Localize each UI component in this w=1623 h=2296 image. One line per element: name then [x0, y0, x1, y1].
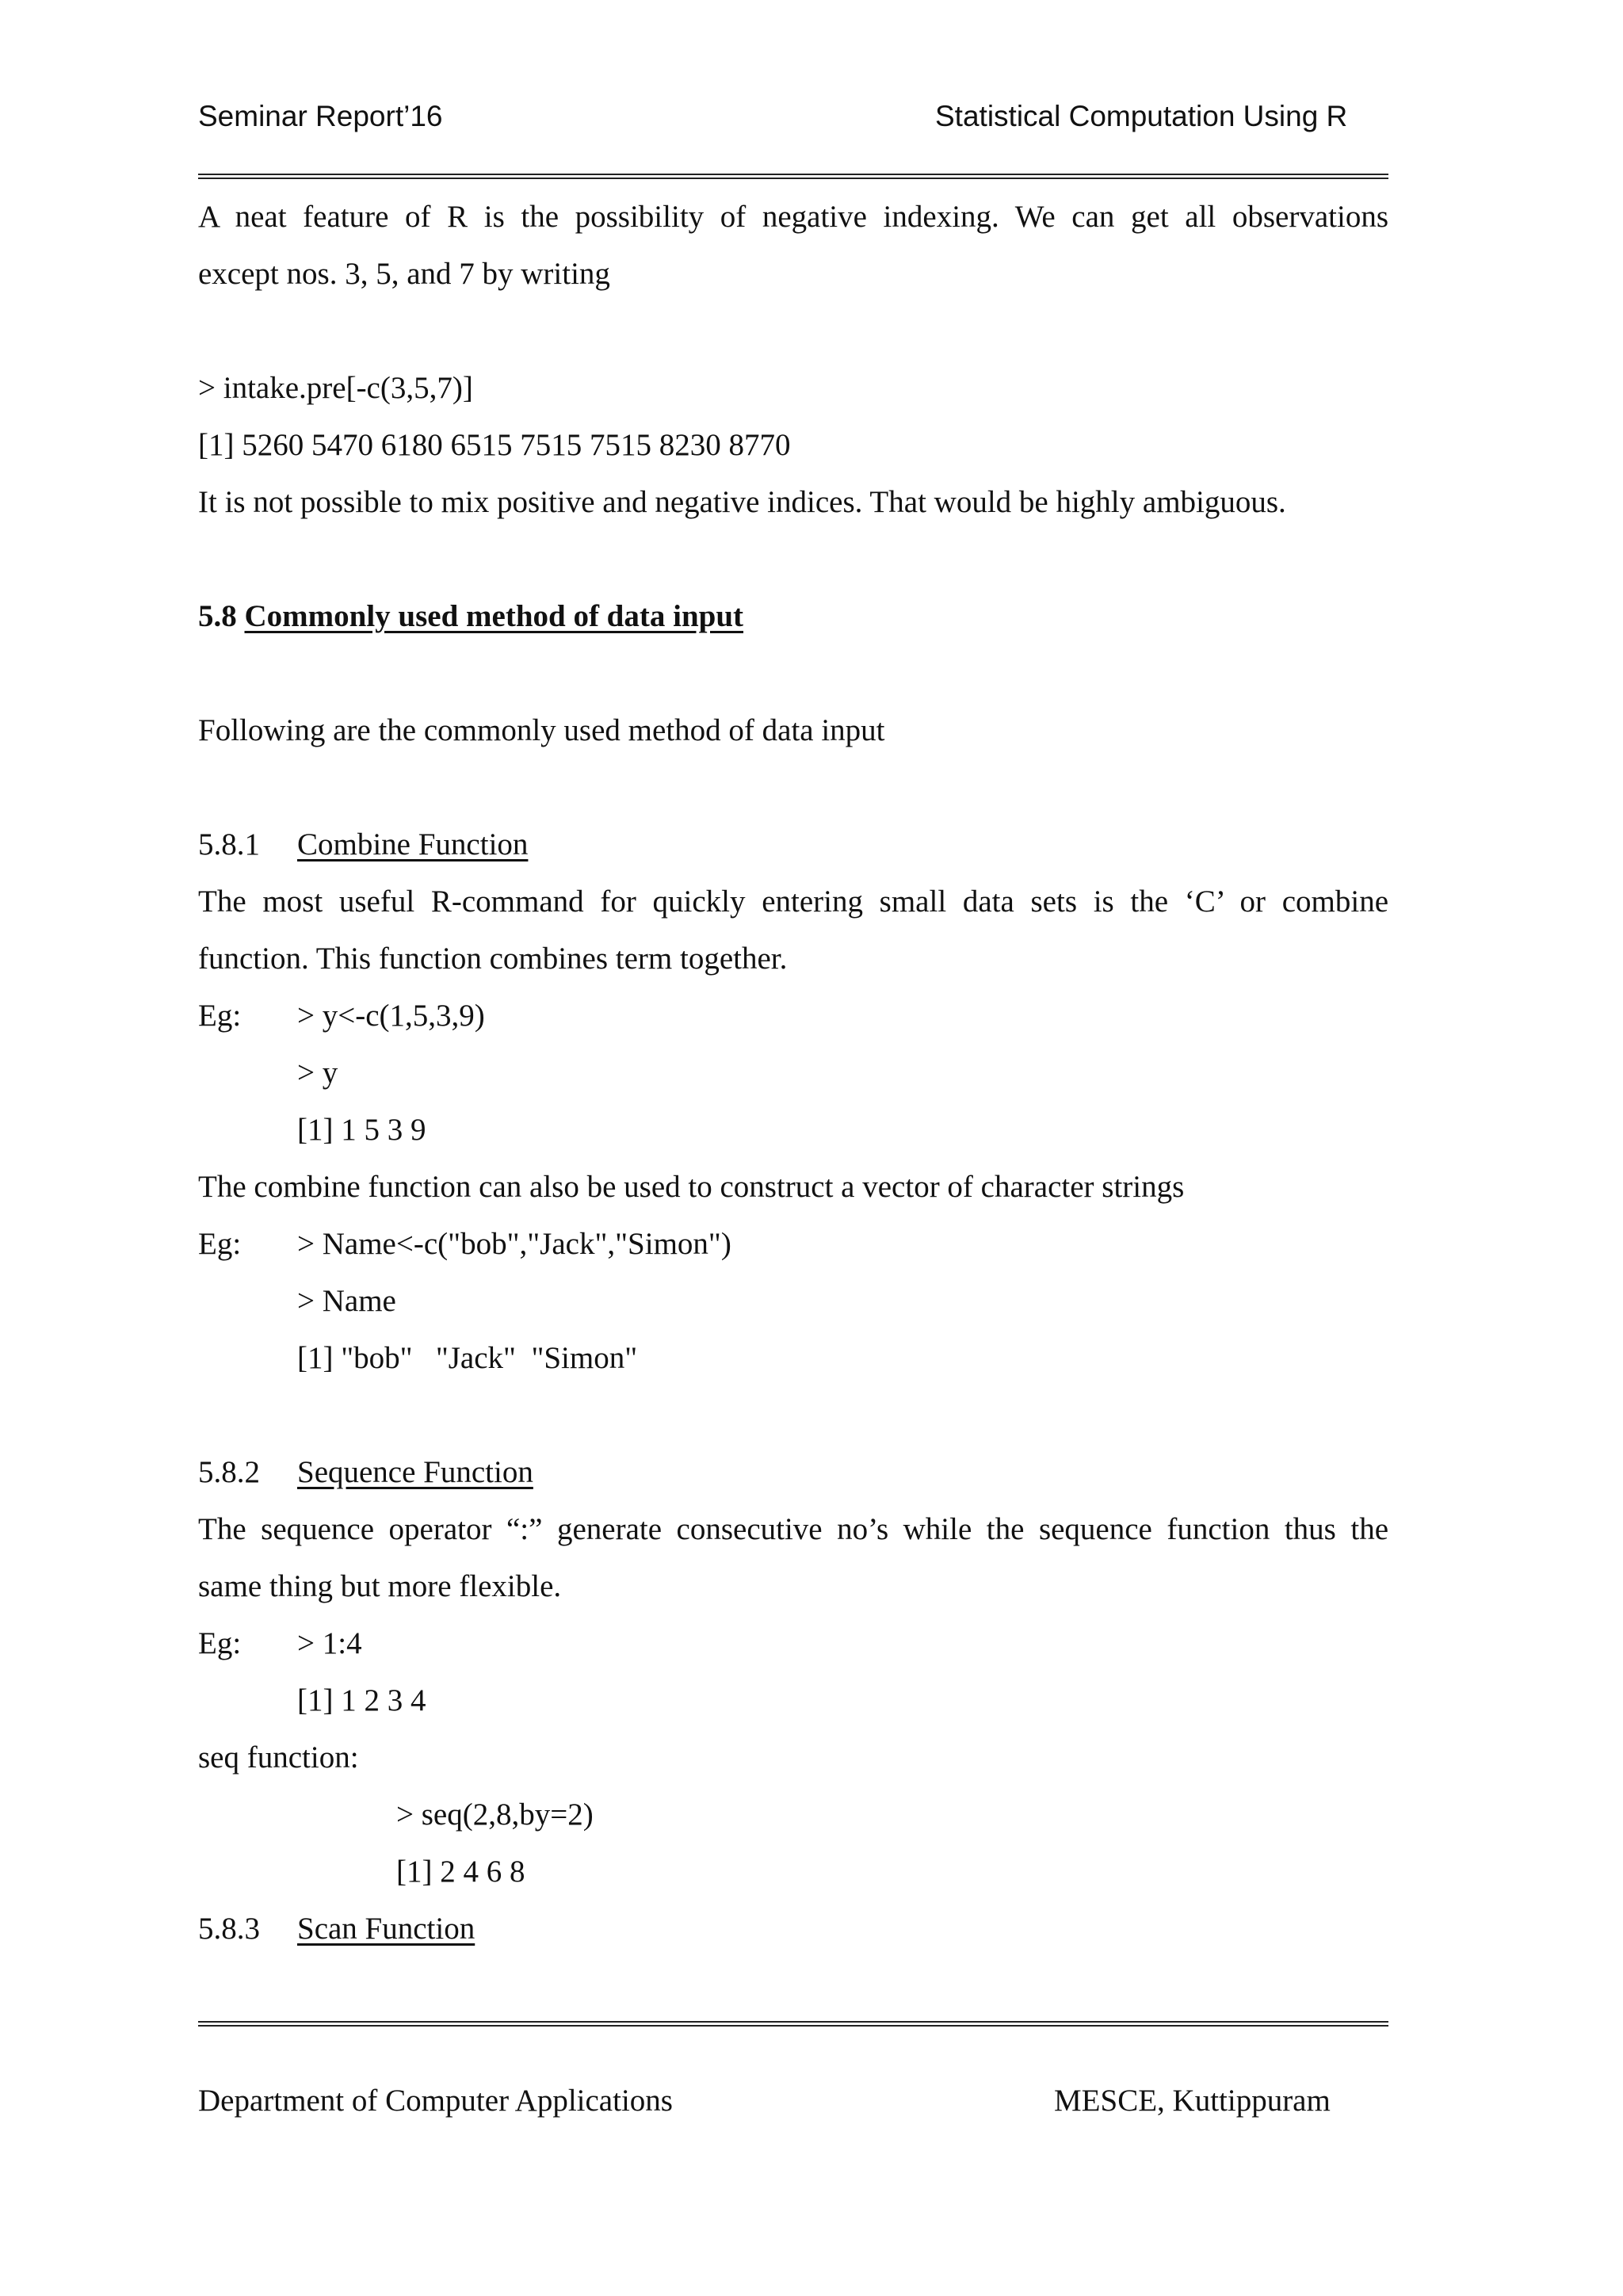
- paragraph-mixed-indices: It is not possible to mix positive and negative indices. That would be highly ambiguous.: [198, 485, 1286, 519]
- section-title: Commonly used method of data input: [244, 599, 744, 633]
- subsection-number: 5.8.2: [198, 1455, 260, 1489]
- paragraph-negative-indexing-line-2: except nos. 3, 5, and 7 by writing: [198, 257, 610, 291]
- footer-divider: [198, 2021, 1388, 2027]
- spacer: [198, 1392, 1388, 1449]
- header-divider: [198, 174, 1388, 179]
- spacer: [198, 764, 1388, 821]
- example-code: > seq(2,8,by=2): [396, 1797, 594, 1832]
- example-code: > y<-c(1,5,3,9): [297, 999, 485, 1033]
- paragraph-sequence-line-2: same thing but more flexible.: [198, 1569, 562, 1603]
- section-heading: [198, 593, 1388, 650]
- subsection-heading-combine: [198, 821, 1388, 878]
- example-line: [198, 992, 1388, 1049]
- example-code: > Name<-c("bob","Jack","Simon"): [297, 1227, 731, 1261]
- footer-institution: MESCE, Kuttippuram: [1054, 2084, 1331, 2118]
- section-number: 5.8: [198, 599, 237, 633]
- subsection-heading-sequence: [198, 1449, 1388, 1506]
- code-output: [1] 5260 5470 6180 6515 7515 7515 8230 8770: [198, 428, 791, 462]
- footer-department: Department of Computer Applications: [198, 2084, 673, 2118]
- example-line: [198, 1221, 1388, 1278]
- subsection-number: 5.8.1: [198, 827, 260, 861]
- spacer: [198, 536, 1388, 593]
- example-code: > 1:4: [297, 1626, 362, 1660]
- paragraph-negative-indexing-line-1: A neat feature of R is the possibility of negative indexing. We can get all observations: [198, 200, 1388, 234]
- subsection-title: Scan Function: [297, 1912, 475, 1946]
- example-output: [1] 2 4 6 8: [396, 1855, 525, 1889]
- example-line: [198, 1620, 1388, 1677]
- subsection-heading-scan: [198, 1905, 1388, 1962]
- example-output: [1] 1 2 3 4: [297, 1683, 426, 1717]
- paragraph-combine-line-2: function. This function combines term together.: [198, 942, 788, 976]
- subsection-number: 5.8.3: [198, 1912, 260, 1946]
- example-label: Eg:: [198, 1626, 242, 1660]
- example-label: Eg:: [198, 1227, 242, 1261]
- paragraph-sequence-line-1: The sequence operator “:” generate consecutive no’s while the sequence function thus the: [198, 1512, 1388, 1546]
- example-output: [1] 1 5 3 9: [297, 1113, 426, 1147]
- subsection-title: Combine Function: [297, 827, 529, 861]
- subsection-title: Sequence Function: [297, 1455, 533, 1489]
- spacer: [198, 308, 1388, 365]
- example-label: Eg:: [198, 999, 242, 1033]
- header-topic-title: Statistical Computation Using R: [935, 100, 1348, 132]
- paragraph-combine-line-1: The most useful R-command for quickly entering small data sets is the ‘C’ or combine: [198, 884, 1388, 919]
- example-output: [1] "bob" "Jack" "Simon": [297, 1341, 638, 1375]
- header-report-title: Seminar Report’16: [198, 100, 443, 132]
- paragraph-intro: Following are the commonly used method of data input: [198, 713, 885, 747]
- page-body: [198, 193, 1388, 1962]
- spacer: [198, 650, 1388, 707]
- paragraph-character-strings: The combine function can also be used to construct a vector of character strings: [198, 1170, 1185, 1204]
- example-code: > Name: [297, 1284, 396, 1318]
- example-code: > y: [297, 1056, 338, 1090]
- code-command: > intake.pre[-c(3,5,7)]: [198, 371, 473, 405]
- seq-function-label: seq function:: [198, 1740, 359, 1775]
